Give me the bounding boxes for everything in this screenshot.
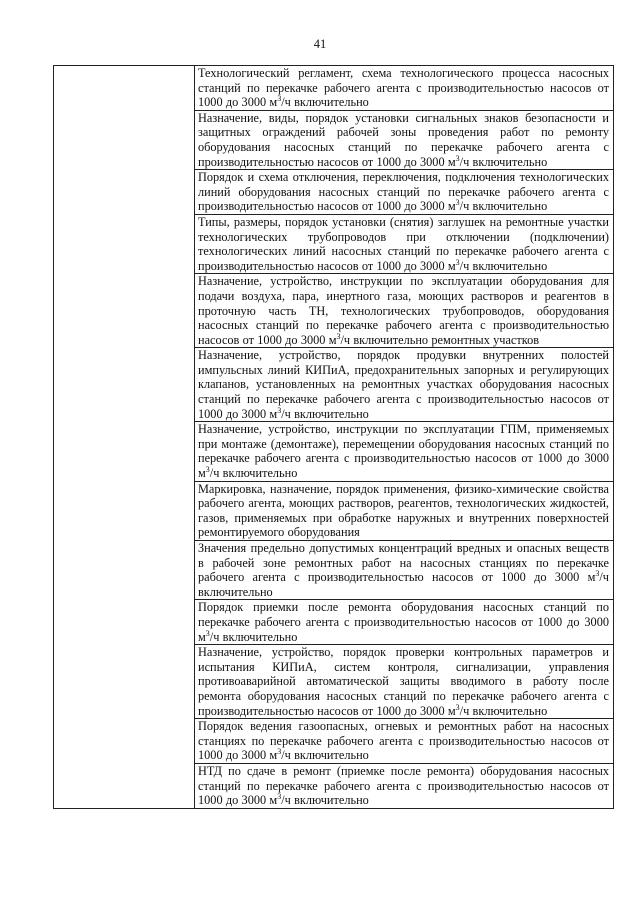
requirements-table	[53, 65, 614, 809]
table-cell-text: Назначение, устройство, инструкции по эксплуатации оборудования для подачи воздуха, пара, инертного газа, моющих растворов и реагентов в проточную часть ТН, технологических трубопроводов, оборудования насосных станций по перекачке рабочего агента с производительностью насосов от 1000 до 3000 $м^3/ч$ включительно ремонтных участков	[195, 274, 614, 348]
table-cell-text: НТД по сдаче в ремонт (приемке после ремонта) оборудования насосных станций по перекачке рабочего агента с производительностью насосов от 1000 до 3000 $м^3/ч$ включительно	[195, 763, 614, 808]
table-cell-text: Назначение, устройство, порядок проверки контрольных параметров и испытания КИПиА, систем контроля, сигнализации, управления противоаварийной автоматической защиты вводимого в работу после ремонта оборудования насосных станций по перекачке рабочего агента с производительностью насосов от 1000 до 3000 $м^3/ч$ включительно	[195, 645, 614, 719]
empty-left-cell	[54, 66, 195, 809]
table-cell-text: Значения предельно допустимых концентраций вредных и опасных веществ в рабочей зоне ремонтных работ на насосных станциях по перекачке рабочего агента с производительностью насосов от 1000 до 3000 $м^3/ч$ включительно	[195, 541, 614, 600]
table-cell-text: Назначение, виды, порядок установки сигнальных знаков безопасности и защитных ограждений рабочей зоны проведения работ по ремонту оборудования насосных станций по перекачке рабочего агента с производительностью насосов от 1000 до 3000 $м^3/ч$ включительно	[195, 110, 614, 169]
table-row	[54, 66, 614, 111]
table-cell-text: Технологический регламент, схема технологического процесса насосных станций по перекачке рабочего агента с производительностью насосов от 1000 до 3000 $м^3/ч$ включительно	[195, 66, 614, 111]
page-number: 41	[313, 37, 327, 51]
table-cell-text: Назначение, устройство, порядок продувки внутренних полостей импульсных линий КИПиА, предохранительных запорных и регулирующих клапанов, установленных на ремонтных участках оборудования насосных станций по перекачке рабочего агента с производительностью насосов от 1000 до 3000 $м^3/ч$ включительно	[195, 348, 614, 422]
table-cell-text: Маркировка, назначение, порядок применения, физико-химические свойства рабочего агента, моющих растворов, реагентов, технологических жидкостей, газов, применяемых при обработке наружных и внутренних поверхностей ремонтируемого оборудования	[195, 481, 614, 540]
table-cell-text: Порядок приемки после ремонта оборудования насосных станций по перекачке рабочего агента с производительностью насосов от 1000 до 3000 $м^3/ч$ включительно	[195, 600, 614, 645]
table-cell-text: Порядок ведения газоопасных, огневых и ремонтных работ на насосных станциях по перекачке рабочего агента с производительностью насосов от 1000 до 3000 $м^3/ч$ включительно	[195, 719, 614, 764]
table-cell-text: Типы, размеры, порядок установки (снятия) заглушек на ремонтные участки технологических трубопроводов при отключении (подключении) технологических линий насосных станций по перекачке рабочего агента с производительностью насосов от 1000 до 3000 $м^3/ч$ включительно	[195, 214, 614, 273]
table-cell-text: Порядок и схема отключения, переключения, подключения технологических линий оборудования насосных станций по перекачке рабочего агента с производительностью насосов от 1000 до 3000 $м^3/ч$ включительно	[195, 170, 614, 215]
table-cell-text: Назначение, устройство, инструкции по эксплуатации ГПМ, применяемых при монтаже (демонтаже), перемещении оборудования насосных станций по перекачке рабочего агента с производительностью насосов от 1000 до 3000 $м^3/ч$ включительно	[195, 422, 614, 481]
